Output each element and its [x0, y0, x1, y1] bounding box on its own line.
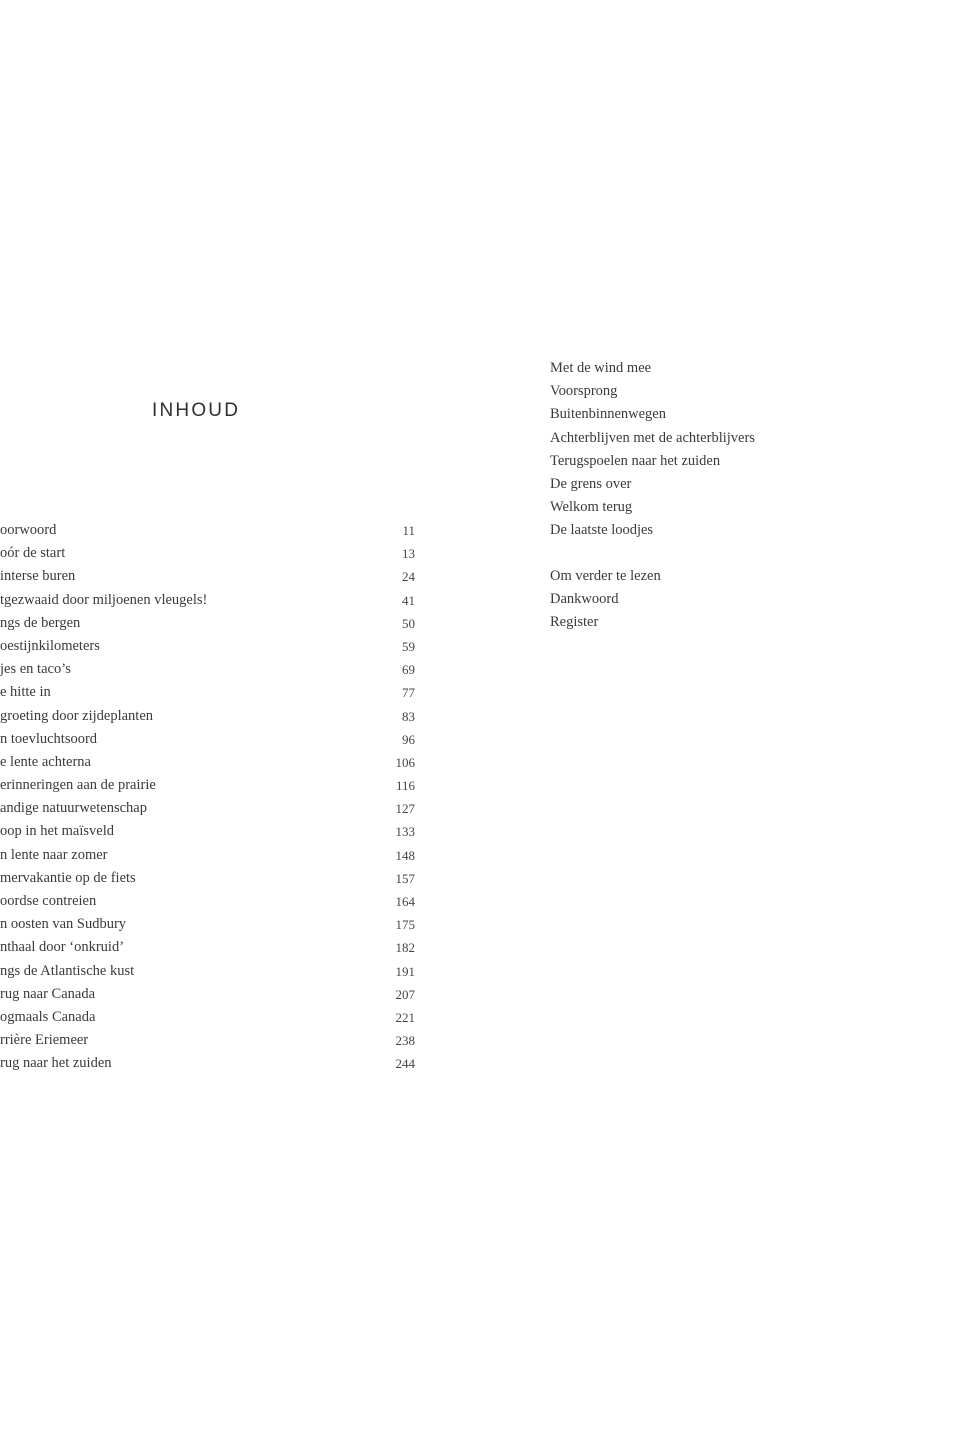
toc-entry-title: Om verder te lezen: [550, 568, 661, 584]
toc-entry-page-number: 69: [402, 662, 415, 678]
toc-entry-title: ogmaals Canada: [0, 1008, 96, 1025]
toc-entry-page-number: 238: [395, 1033, 415, 1049]
toc-entry: [550, 519, 959, 542]
toc-entry: [0, 519, 415, 542]
toc-entry-page-number: 148: [395, 847, 415, 863]
toc-entry-title: oór de start: [0, 545, 66, 562]
toc-entry-title: rug naar het zuiden: [0, 1055, 112, 1072]
toc-entry-title: e lente achterna: [0, 753, 91, 770]
toc-entry: [550, 588, 959, 611]
toc-entry: [0, 913, 415, 936]
toc-entry: [0, 1006, 415, 1029]
toc-entry: [0, 728, 415, 751]
toc-entry-page-number: 106: [395, 754, 415, 770]
toc-entry-title: ngs de bergen: [0, 614, 81, 631]
toc-entry: [0, 1029, 415, 1052]
toc-entry-page-number: 77: [402, 685, 415, 701]
toc-list-right-backmatter: [550, 565, 959, 635]
toc-entry: [0, 658, 415, 681]
toc-entry-page-number: 221: [395, 1009, 415, 1025]
toc-entry-page-number: 41: [402, 592, 415, 608]
toc-entry-page-number: 24: [402, 569, 415, 585]
right-page: [480, 0, 959, 1439]
toc-entry-title: Terugspoelen naar het zuiden: [550, 452, 721, 469]
toc-entry-title: oordse contreien: [0, 893, 97, 909]
toc-entry: [550, 450, 959, 473]
toc-entry-title: Met de wind mee: [550, 360, 652, 376]
toc-entry: [0, 797, 415, 820]
toc-entry-title: Voorsprong: [550, 383, 618, 400]
toc-entry-title: mervakantie op de fiets: [0, 869, 136, 886]
toc-entry-page-number: 207: [395, 986, 415, 1002]
toc-entry: [0, 751, 415, 774]
toc-entry-title: Buitenbinnenwegen: [550, 406, 666, 423]
toc-entry: [550, 427, 959, 450]
toc-entry-page-number: 127: [395, 801, 415, 817]
toc-entry: [550, 473, 959, 496]
toc-entry: [550, 357, 959, 380]
toc-entry: [0, 705, 415, 728]
toc-entry: [0, 820, 415, 843]
toc-entry-page-number: 116: [395, 778, 415, 794]
toc-entry-title: andige natuurwetenschap: [0, 800, 147, 817]
toc-entry: [0, 936, 415, 959]
toc-entry-page-number: 157: [395, 870, 415, 886]
toc-entry-page-number: 182: [395, 940, 415, 956]
toc-entry-title: interse buren: [0, 568, 76, 585]
toc-entry-title: Welkom terug: [550, 499, 633, 516]
toc-entry: [0, 1052, 415, 1075]
toc-entry-title: Dankwoord: [550, 591, 619, 608]
toc-entry-title: De grens over: [550, 475, 632, 492]
toc-entry: [0, 681, 415, 704]
toc-entry-title: jes en taco’s: [0, 661, 71, 678]
toc-entry: [0, 890, 415, 913]
toc-entry-page-number: 83: [402, 708, 415, 724]
toc-entry: [0, 635, 415, 658]
toc-entry-title: e hitte in: [0, 684, 51, 701]
toc-entry-title: n toevluchtsoord: [0, 730, 98, 747]
toc-entry: [550, 496, 959, 519]
toc-entry-title: erinneringen aan de prairie: [0, 777, 156, 794]
toc-entry-title: n oosten van Sudbury: [0, 916, 127, 933]
toc-entry: [0, 960, 415, 983]
toc-entry: [550, 380, 959, 403]
toc-entry: [0, 983, 415, 1006]
toc-entry: [0, 867, 415, 890]
toc-title: INHOUD: [152, 400, 241, 421]
toc-entry-title: ngs de Atlantische kust: [0, 962, 135, 979]
toc-entry-title: oestijnkilometers: [0, 637, 100, 654]
toc-entry: [550, 565, 959, 588]
toc-entry-page-number: 175: [395, 917, 415, 933]
toc-entry-title: rrière Eriemeer: [0, 1032, 89, 1049]
toc-entry-title: rug naar Canada: [0, 985, 96, 1002]
toc-entry-page-number: 133: [395, 824, 415, 840]
toc-list-right: [550, 357, 959, 543]
toc-entry-title: n lente naar zomer: [0, 846, 108, 863]
toc-entry-page-number: 191: [395, 963, 415, 979]
toc-entry-title: De laatste loodjes: [550, 522, 654, 539]
toc-entry-page-number: 164: [395, 894, 415, 909]
toc-entry-title: oop in het maïsveld: [0, 823, 114, 840]
toc-entry: [0, 774, 415, 797]
toc-entry-title: Achterblijven met de achterblijvers: [550, 429, 755, 446]
toc-entry: [550, 403, 959, 426]
toc-entry-page-number: 11: [402, 523, 415, 538]
toc-entry-title: oorwoord: [0, 522, 57, 538]
toc-entry-title: groeting door zijdeplanten: [0, 707, 154, 724]
toc-entry: [0, 565, 415, 588]
toc-list-left: [0, 519, 415, 1076]
toc-entry-page-number: 244: [395, 1056, 415, 1072]
toc-entry-title: nthaal door ‘onkruid’: [0, 939, 125, 956]
toc-entry-page-number: 96: [402, 731, 415, 747]
toc-entry: [0, 844, 415, 867]
toc-entry-page-number: 59: [402, 638, 415, 654]
toc-entry: [0, 612, 415, 635]
toc-entry-page-number: 13: [402, 546, 415, 562]
toc-entry: [0, 589, 415, 612]
toc-entry-page-number: 50: [402, 615, 415, 631]
toc-entry: [550, 611, 959, 634]
toc-entry: [0, 542, 415, 565]
toc-entry-title: Register: [550, 614, 599, 631]
toc-entry-title: tgezwaaid door miljoenen vleugels!: [0, 591, 208, 608]
